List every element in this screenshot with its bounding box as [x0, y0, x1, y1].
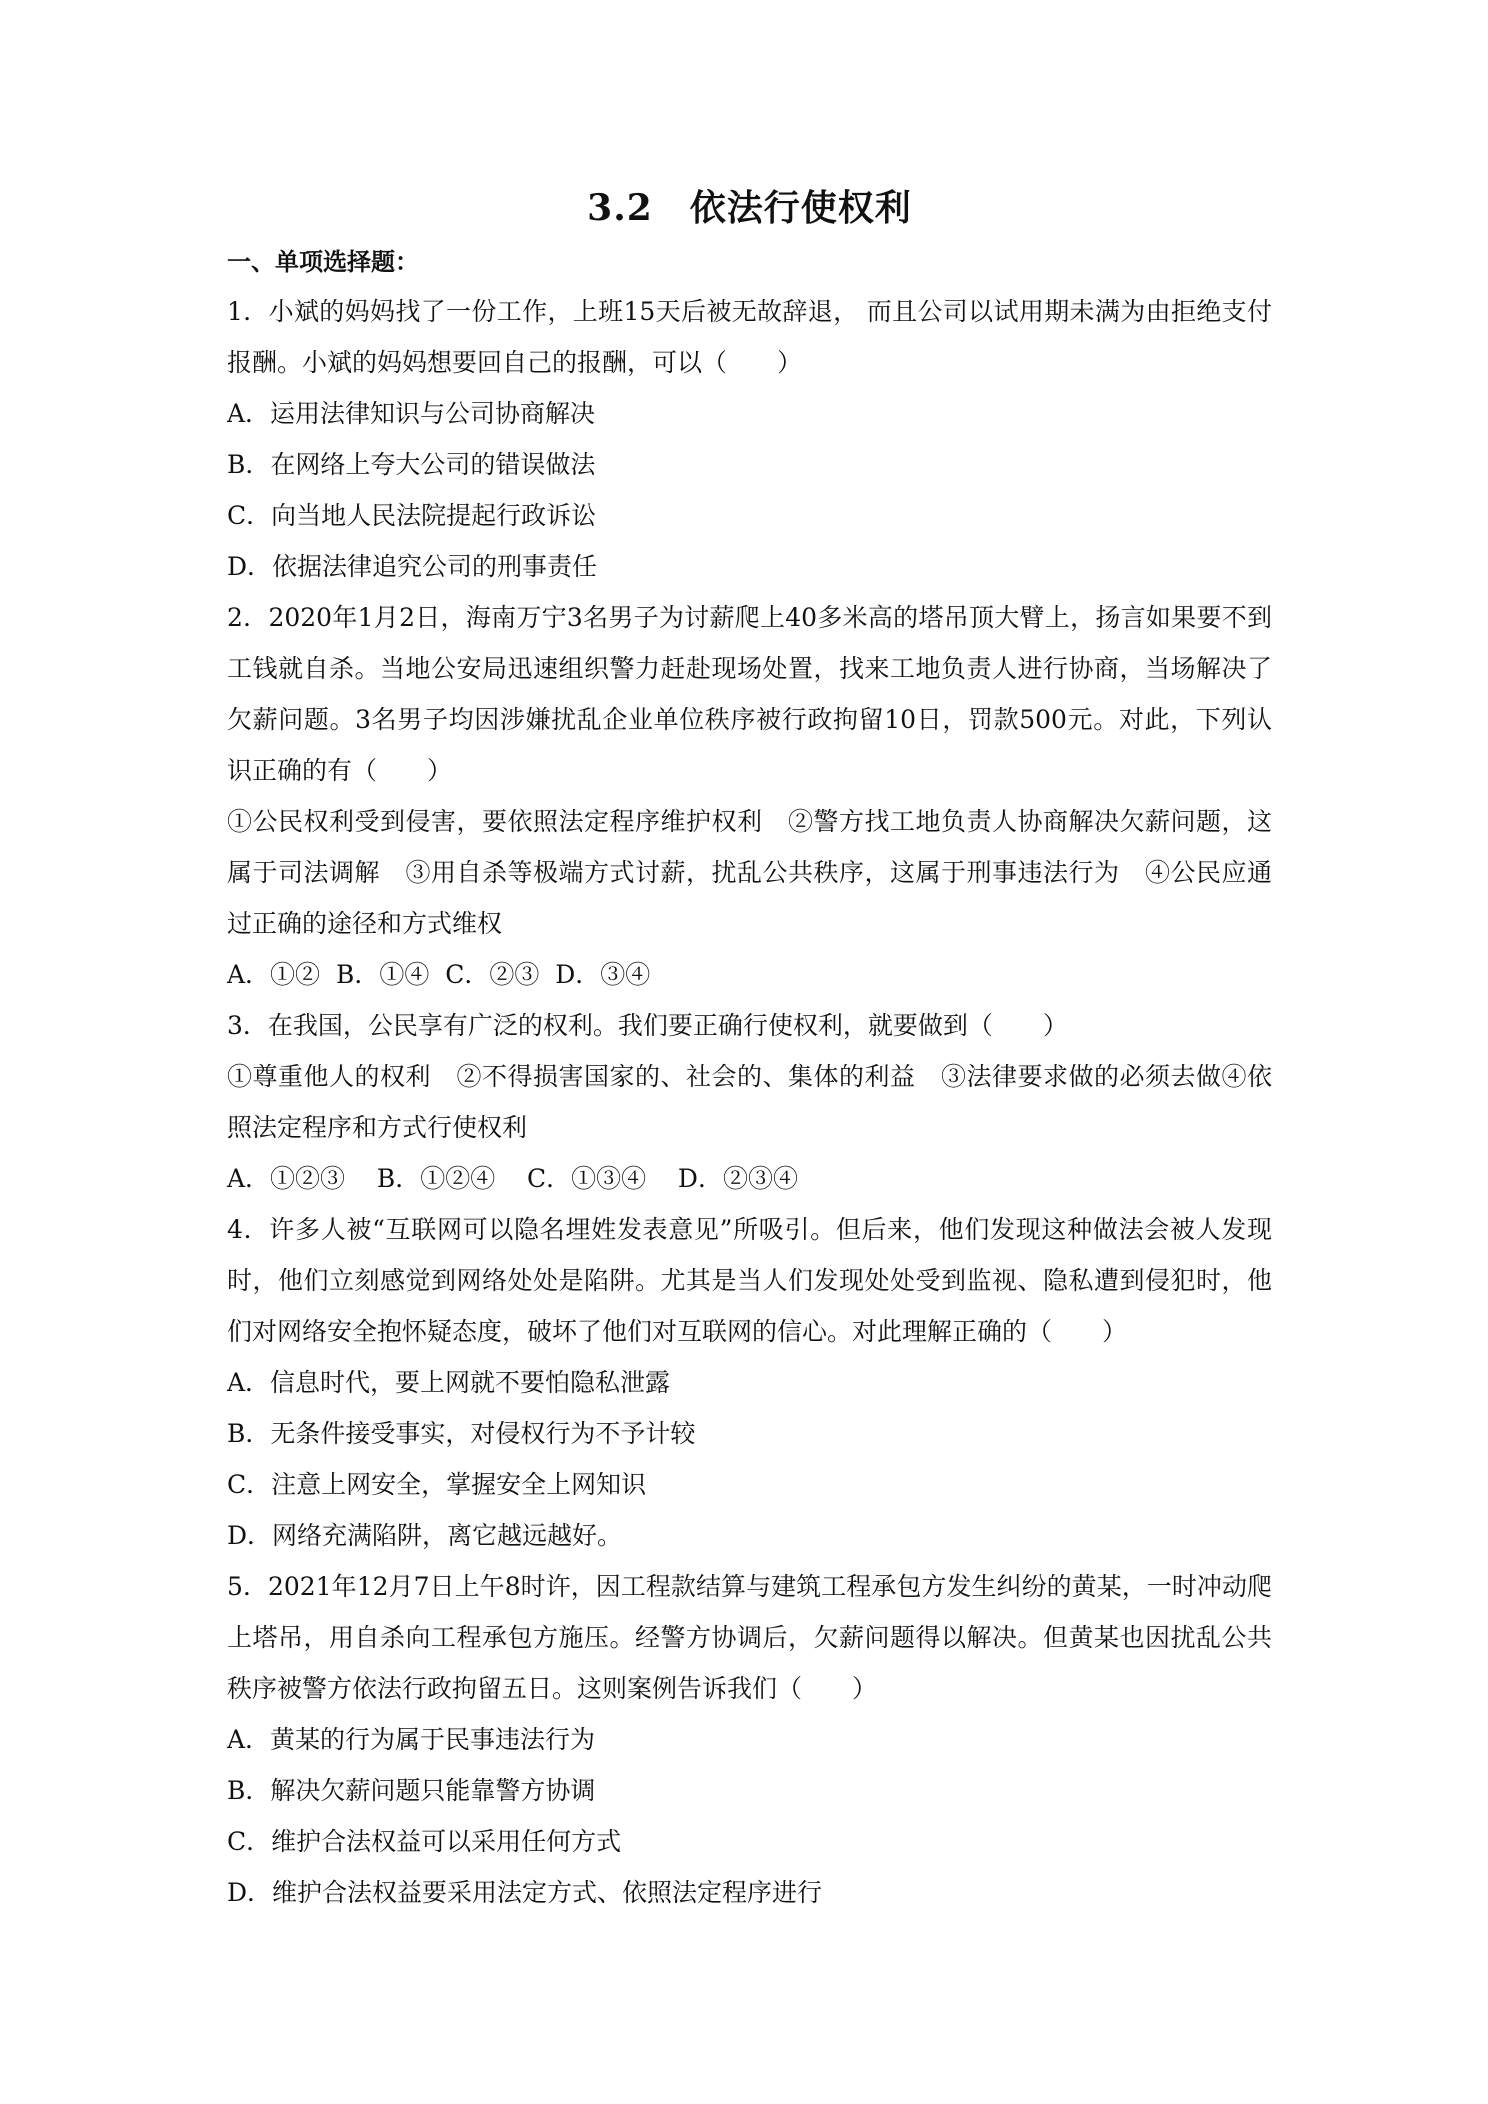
question-2-stem: 2．2020年1月2日，海南万宁3名男子为讨薪爬上40多米高的塔吊顶大臂上，扬言如果要不到工钱就自杀。当地公安局迅速组织警力赶赴现场处置，找来工地负责人进行协商，当场解决了欠薪问题。3名男子均因涉嫌扰乱企业单位秩序被行政拘留10日，罚款500元。对此，下列认识正确的有（ ） — [227, 603, 1272, 785]
question-4-option-c: C．注意上网安全，掌握安全上网知识 — [227, 1470, 647, 1499]
question-3-options: A．①②③ B．①②④ C．①③④ D．②③④ — [227, 1164, 798, 1193]
question-4-option-d: D．网络充满陷阱，离它越远越好。 — [227, 1521, 623, 1550]
question-5-option-c: C．维护合法权益可以采用任何方式 — [227, 1827, 622, 1856]
question-2 — [227, 592, 1272, 1000]
question-4-option-a: A．信息时代，要上网就不要怕隐私泄露 — [227, 1368, 671, 1397]
question-1 — [227, 286, 1272, 592]
question-2-options: A．①② B．①④ C．②③ D．③④ — [227, 960, 651, 989]
question-1-stem: 1．小斌的妈妈找了一份工作，上班15天后被无故辞退， 而且公司以试用期未满为由拒绝支付报酬。小斌的妈妈想要回自己的报酬，可以（ ） — [227, 297, 1272, 377]
question-4-stem: 4．许多人被“互联网可以隐名埋姓发表意见”所吸引。但后来，他们发现这种做法会被人发现时，他们立刻感觉到网络处处是陷阱。尤其是当人们发现处处受到监视、隐私遭到侵犯时，他们对网络安全抱怀疑态度，破坏了他们对互联网的信心。对此理解正确的（ ） — [227, 1215, 1272, 1346]
question-2-statements: ①公民权利受到侵害，要依照法定程序维护权利 ②警方找工地负责人协商解决欠薪问题，这属于司法调解 ③用自杀等极端方式讨薪，扰乱公共秩序，这属于刑事违法行为 ④公民应通过正确的途径和方式维权 — [227, 807, 1272, 938]
question-4 — [227, 1204, 1272, 1561]
question-3 — [227, 1000, 1272, 1204]
question-3-statements: ①尊重他人的权利 ②不得损害国家的、社会的、集体的利益 ③法律要求做的必须去做④依照法定程序和方式行使权利 — [227, 1062, 1272, 1142]
question-3-stem: 3．在我国，公民享有广泛的权利。我们要正确行使权利，就要做到（ ） — [227, 1011, 1068, 1040]
question-5-option-a: A．黄某的行为属于民事违法行为 — [227, 1725, 596, 1754]
question-1-option-c: C．向当地人民法院提起行政诉讼 — [227, 501, 597, 530]
question-1-option-b: B．在网络上夸大公司的错误做法 — [227, 450, 596, 479]
question-1-option-a: A．运用法律知识与公司协商解决 — [227, 399, 596, 428]
question-5-stem: 5．2021年12月7日上午8时许，因工程款结算与建筑工程承包方发生纠纷的黄某，一时冲动爬上塔吊，用自杀向工程承包方施压。经警方协调后，欠薪问题得以解决。但黄某也因扰乱公共秩序被警方依法行政拘留五日。这则案例告诉我们（ ） — [227, 1572, 1272, 1703]
question-4-option-b: B．无条件接受事实，对侵权行为不予计较 — [227, 1419, 696, 1448]
question-1-option-d: D．依据法律追究公司的刑事责任 — [227, 552, 598, 581]
section-heading: 一、单项选择题： — [227, 247, 419, 276]
page-title: 3.2 依法行使权利 — [587, 187, 912, 229]
question-5 — [227, 1561, 1272, 1918]
question-5-option-b: B．解决欠薪问题只能靠警方协调 — [227, 1776, 596, 1805]
document-content — [227, 180, 1272, 1918]
question-5-option-d: D．维护合法权益要采用法定方式、依照法定程序进行 — [227, 1878, 823, 1907]
